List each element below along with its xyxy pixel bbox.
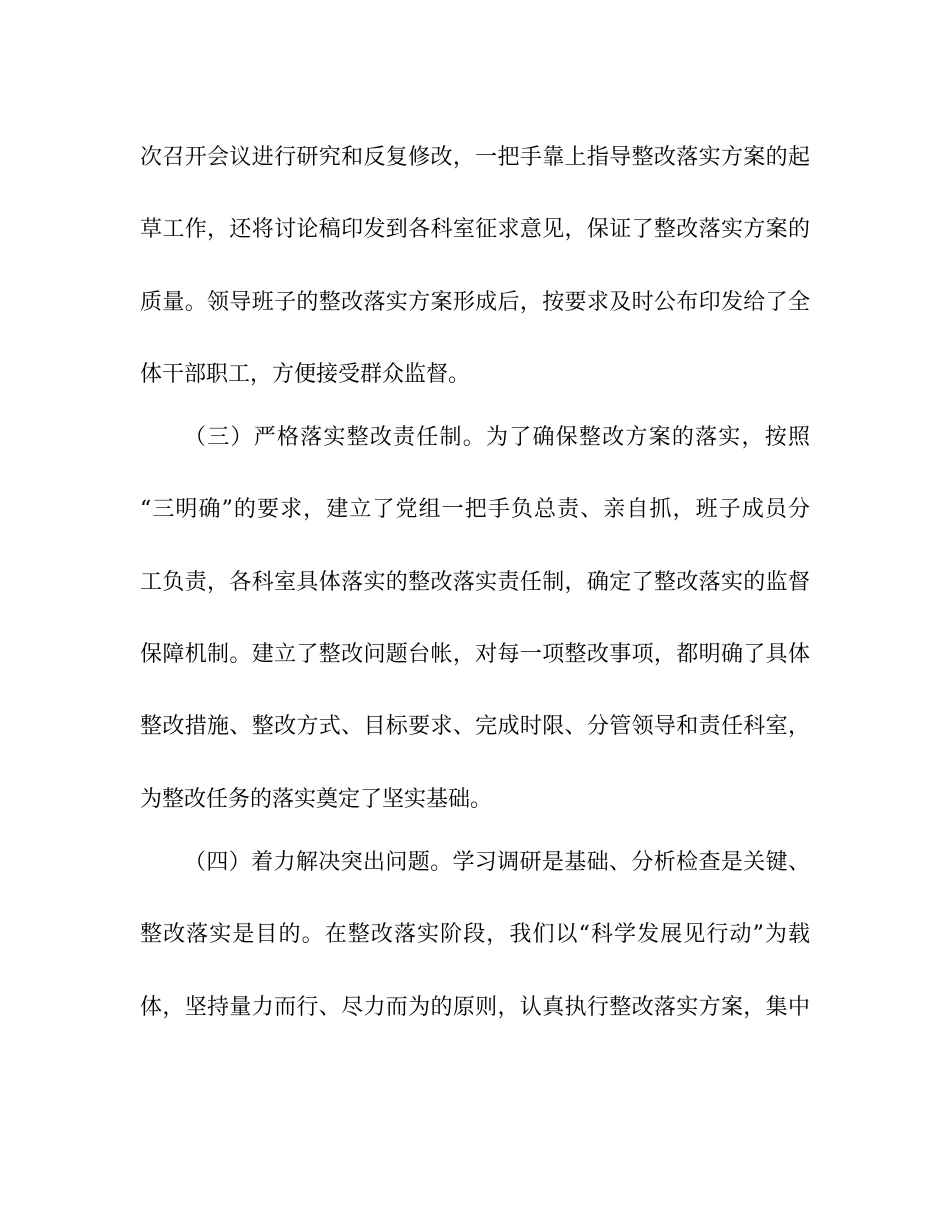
body-text-line: 次召开会议进行研究和反复修改，一把手靠上指导整改落实方案的起 — [140, 145, 810, 170]
body-text-line: 保障机制。建立了整改问题台帐，对每一项整改事项，都明确了具体 — [140, 642, 810, 667]
body-text-line: 体干部职工，方便接受群众监督。 — [140, 362, 471, 387]
body-text-line: 工负责，各科室具体落实的整改落实责任制，确定了整改落实的监督 — [140, 570, 810, 595]
body-text-line: 为整改任务的落实奠定了坚实基础。 — [140, 787, 493, 812]
section-heading-line: （四）着力解决突出问题。学习调研是基础、分析检查是关键、 — [184, 850, 810, 875]
body-text-line: 质量。领导班子的整改落实方案形成后，按要求及时公布印发给了全 — [140, 290, 810, 315]
body-text-line: “三明确”的要求，建立了党组一把手负总责、亲自抓，班子成员分 — [140, 497, 810, 522]
section-heading-line: （三）严格落实整改责任制。为了确保整改方案的落实，按照 — [184, 425, 810, 450]
body-text-line: 体，坚持量力而行、尽力而为的原则，认真执行整改落实方案，集中 — [140, 995, 810, 1020]
body-text-line: 整改措施、整改方式、目标要求、完成时限、分管领导和责任科室， — [140, 714, 810, 739]
body-text-line: 草工作，还将讨论稿印发到各科室征求意见，保证了整改落实方案的 — [140, 217, 810, 242]
body-text-line: 整改落实是目的。在整改落实阶段，我们以“科学发展见行动”为载 — [140, 922, 810, 947]
